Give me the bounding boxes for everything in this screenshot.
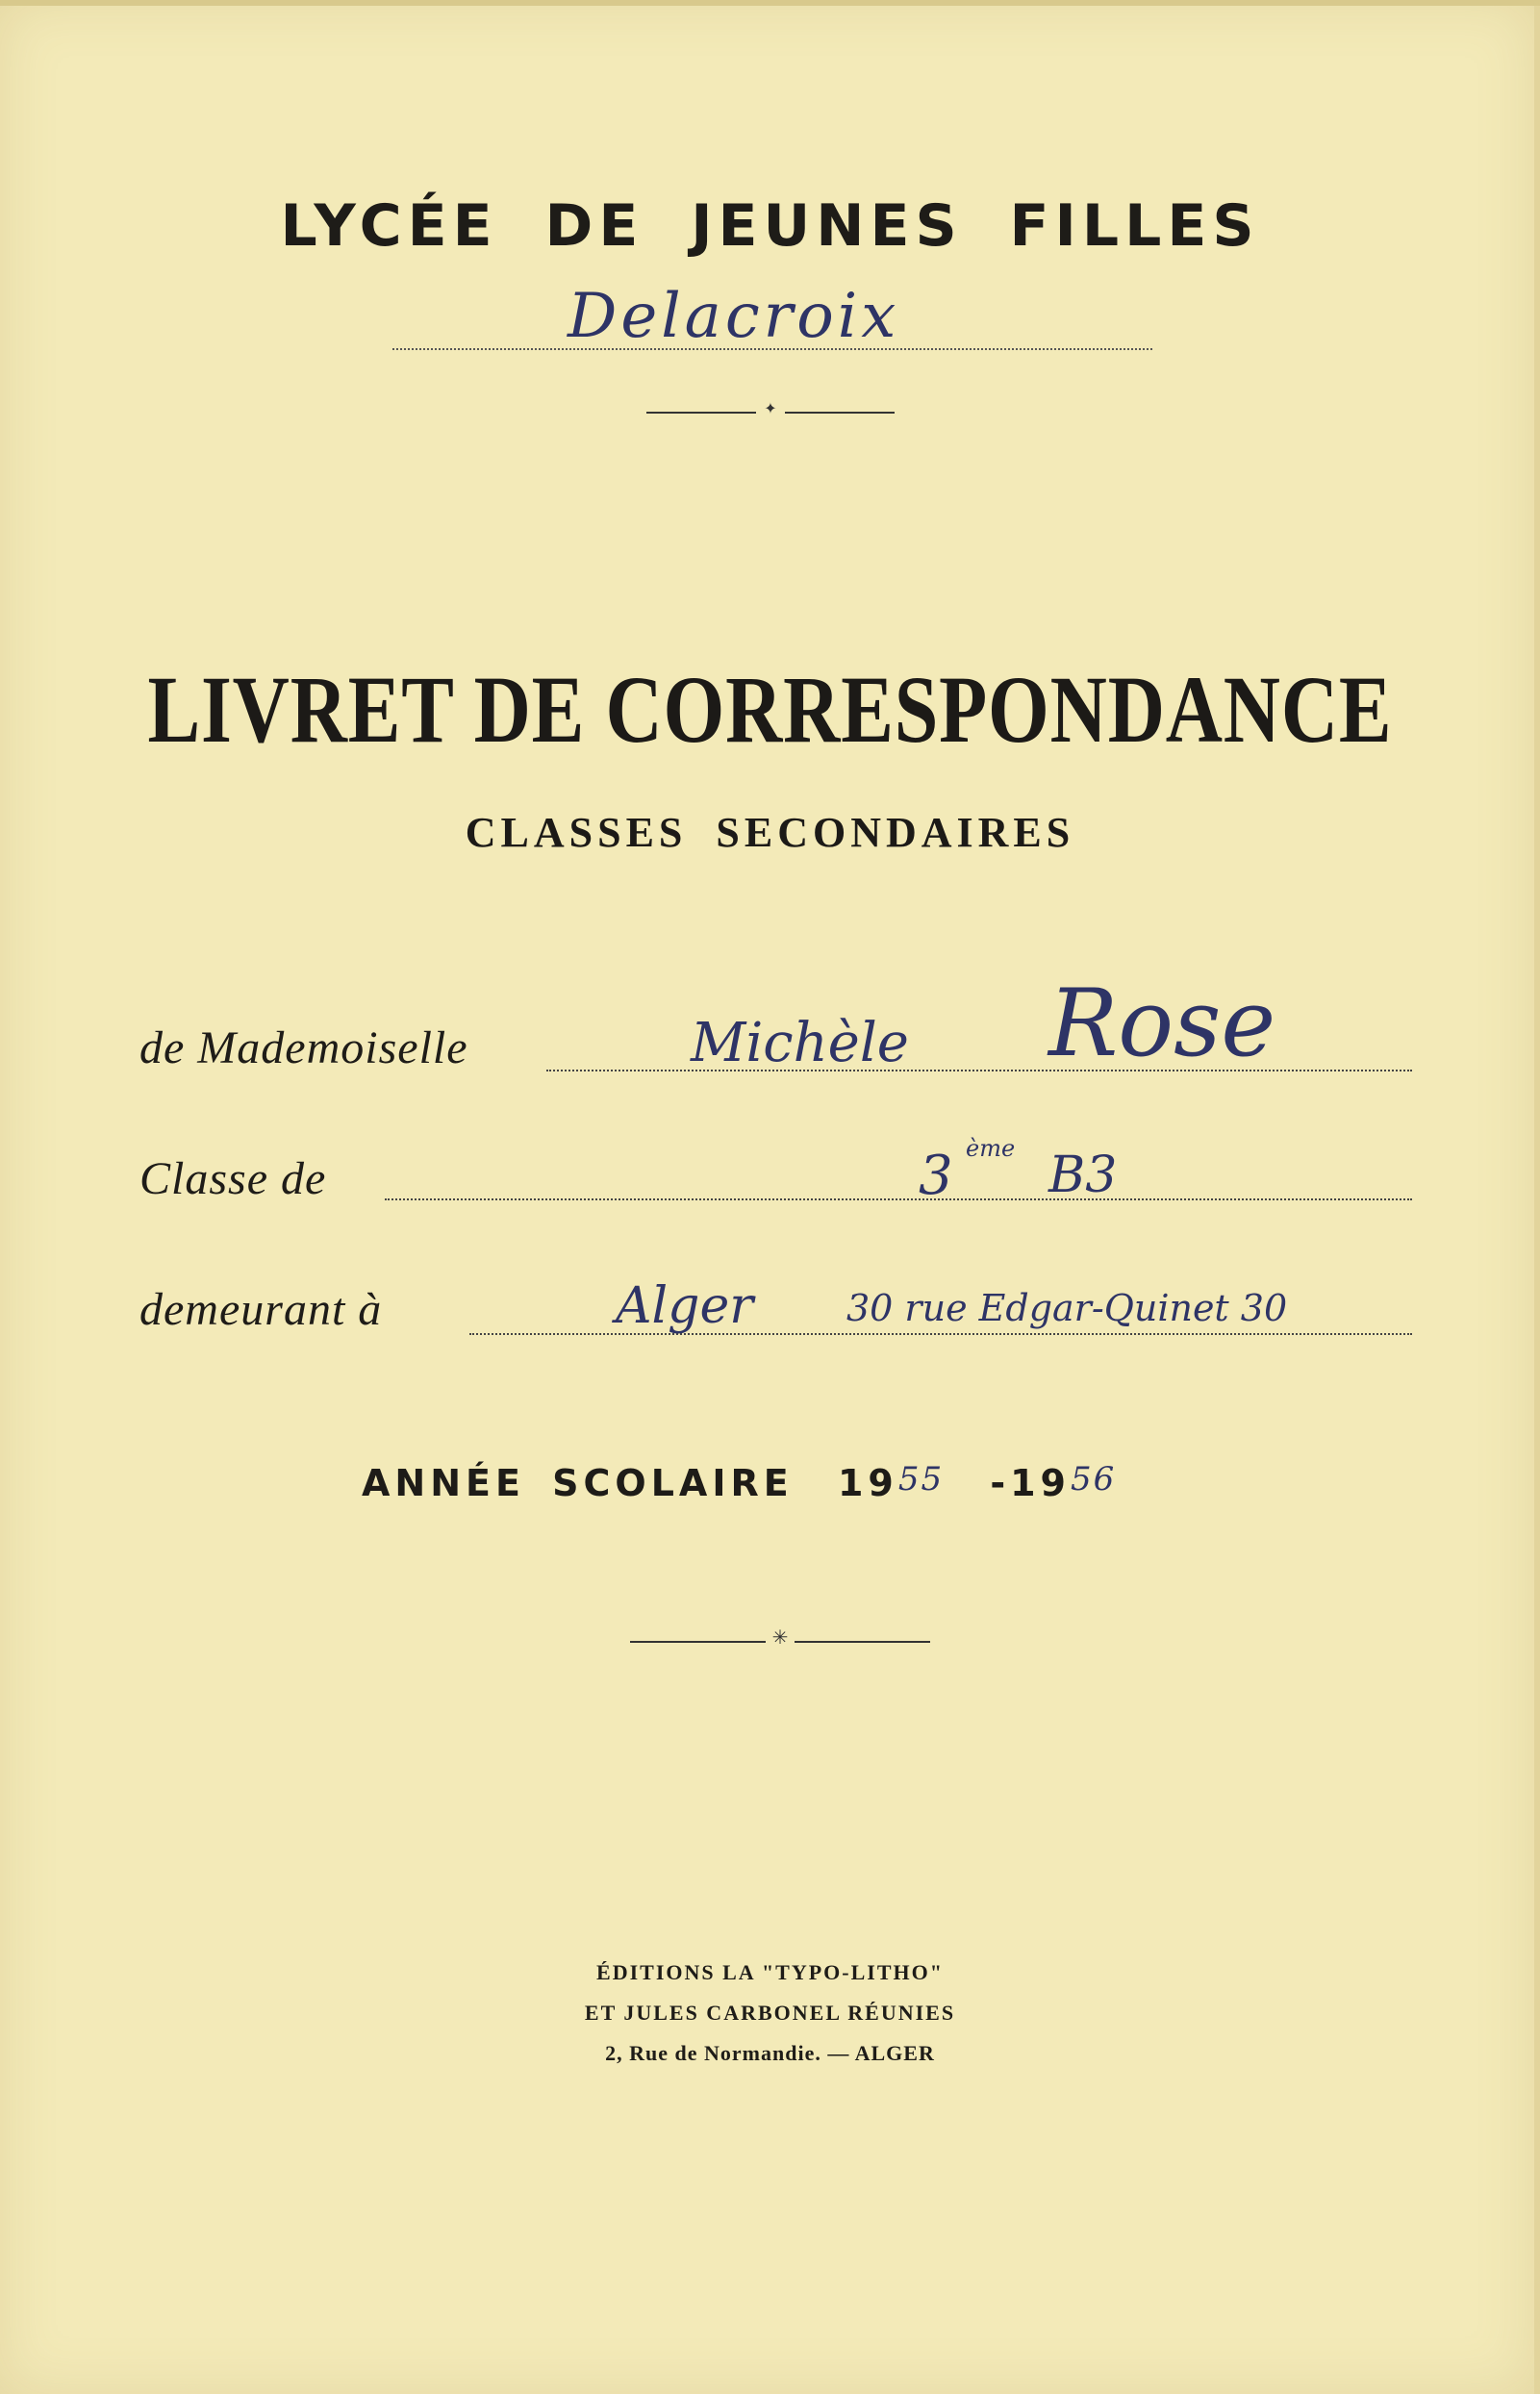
school-year-label: ANNÉE SCOLAIRE xyxy=(362,1462,794,1504)
school-year xyxy=(362,1462,1227,1504)
school-name-handwritten: Delacroix xyxy=(568,281,900,352)
address-dotted-line xyxy=(469,1333,1412,1335)
student-last-name: Rose xyxy=(1048,970,1276,1077)
school-year-start-prefix: 19 xyxy=(837,1462,898,1504)
address-city: Alger xyxy=(616,1277,754,1335)
school-year-end-prefix: 19 xyxy=(1010,1462,1071,1504)
top-ornament-glyph: ✦ xyxy=(756,399,785,417)
school-year-separator: - xyxy=(990,1462,1011,1504)
class-dotted-line xyxy=(385,1198,1412,1200)
document-title: LIVRET DE CORRESPONDANCE xyxy=(147,656,1393,763)
imprint-line-3: 2, Rue de Normandie. — ALGER xyxy=(605,2041,935,2065)
imprint-line-2: ET JULES CARBONEL RÉUNIES xyxy=(584,2001,956,2025)
student-first-name: Michèle xyxy=(691,1012,909,1074)
address-street: 30 rue Edgar-Quinet 30 xyxy=(846,1287,1288,1329)
school-header: LYCÉE DE JEUNES FILLES xyxy=(280,192,1260,260)
address-label: demeurant à xyxy=(139,1284,383,1335)
bottom-ornament-glyph: ✳ xyxy=(766,1625,795,1649)
school-year-end-suffix-handwritten: 56 xyxy=(1071,1460,1117,1499)
imprint-line-1: ÉDITIONS LA "TYPO-LITHO" xyxy=(596,1960,944,1984)
student-label: de Mademoiselle xyxy=(139,1022,468,1073)
class-level-superscript: ème xyxy=(966,1135,1016,1162)
student-dotted-line xyxy=(546,1070,1412,1071)
class-level: 3 xyxy=(919,1145,953,1207)
class-group: B3 xyxy=(1048,1147,1118,1204)
school-year-start-suffix-handwritten: 55 xyxy=(897,1460,945,1499)
page-top-edge xyxy=(0,0,1540,6)
document-subtitle: CLASSES SECONDAIRES xyxy=(465,809,1075,856)
class-label: Classe de xyxy=(139,1153,327,1204)
